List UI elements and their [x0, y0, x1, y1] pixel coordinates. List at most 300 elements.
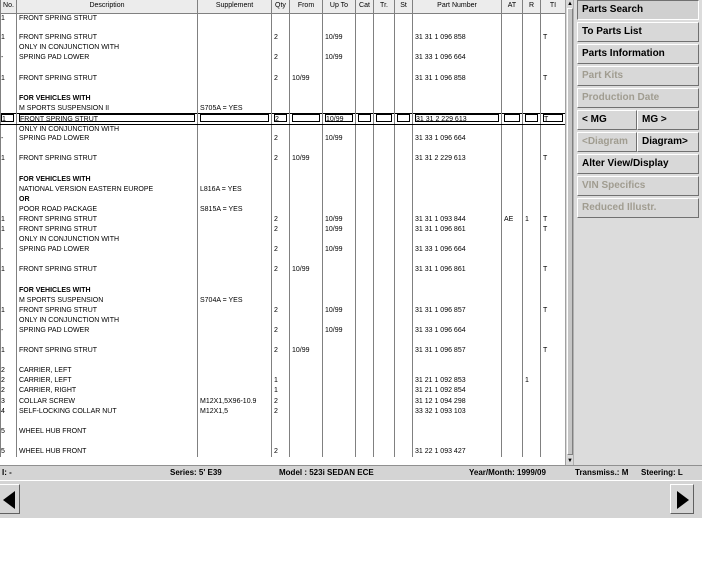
cell-ti: [541, 366, 566, 376]
table-row[interactable]: [1, 63, 566, 73]
parts-information-button[interactable]: Parts Information: [577, 44, 699, 64]
alter-view-display-button[interactable]: Alter View/Display: [577, 154, 699, 174]
cell-cat: [356, 407, 374, 417]
cell-qty: 2: [272, 154, 290, 164]
cell-at: [502, 447, 523, 457]
table-row[interactable]: [1, 164, 566, 174]
cell-part-number: 31 31 1 096 857: [413, 346, 502, 356]
cell-description: M SPORTS SUSPENSION II: [17, 104, 198, 114]
cell-tr: [374, 84, 395, 94]
cell-qty: [272, 195, 290, 205]
table-row[interactable]: [1, 124, 566, 134]
cell-r: [523, 245, 541, 255]
table-row[interactable]: [1, 33, 566, 43]
cell-upto: 10/99: [323, 225, 356, 235]
cell-ti: [541, 104, 566, 114]
cell-ti: T: [541, 265, 566, 275]
cell-st: [395, 215, 413, 225]
cell-at: [502, 114, 523, 124]
diagram-prev-button[interactable]: <Diagram: [577, 132, 637, 152]
cell-no: [1, 296, 17, 306]
cell-st: [395, 195, 413, 205]
cell-r: [523, 286, 541, 296]
cell-description: ONLY IN CONJUNCTION WITH: [17, 124, 198, 134]
cell-description: ONLY IN CONJUNCTION WITH: [17, 235, 198, 245]
cell-tr: [374, 63, 395, 73]
cell-description: CARRIER, RIGHT: [17, 386, 198, 396]
cell-no: [1, 114, 17, 124]
cell-from: [290, 407, 323, 417]
table-row[interactable]: [1, 104, 566, 114]
table-row[interactable]: [1, 185, 566, 195]
cell-no: 1: [1, 74, 17, 84]
cell-from: [290, 235, 323, 245]
cell-from: [290, 13, 323, 23]
cell-part-number: [413, 275, 502, 285]
selected-cell-box: 2: [274, 114, 287, 122]
cell-supplement: [198, 346, 272, 356]
cell-from: [290, 23, 323, 33]
cell-at: [502, 397, 523, 407]
cell-cat: [356, 286, 374, 296]
cell-ti: [541, 316, 566, 326]
cell-st: [395, 275, 413, 285]
cell-ti: [541, 397, 566, 407]
col-header-from[interactable]: From: [290, 0, 323, 13]
cell-st: [395, 437, 413, 447]
table-row[interactable]: [1, 427, 566, 437]
cell-tr: [374, 124, 395, 134]
cell-r: [523, 205, 541, 215]
cell-st: [395, 53, 413, 63]
cell-part-number: 31 31 2 229 613: [413, 154, 502, 164]
cell-part-number: 31 31 1 093 844: [413, 215, 502, 225]
cell-ti: [541, 23, 566, 33]
cell-at: [502, 225, 523, 235]
cell-qty: 2: [272, 215, 290, 225]
selected-cell-box: [292, 114, 320, 122]
parts-search-button[interactable]: Parts Search: [577, 0, 699, 20]
cell-at: [502, 104, 523, 114]
cell-supplement: M12X1,5X96-10.9: [198, 397, 272, 407]
cell-supplement: M12X1,5: [198, 407, 272, 417]
cell-supplement: S704A = YES: [198, 296, 272, 306]
cell-part-number: 31 31 1 096 858: [413, 33, 502, 43]
cell-supplement: [198, 175, 272, 185]
cell-from: [290, 316, 323, 326]
cell-upto: [323, 265, 356, 275]
col-header-upto[interactable]: Up To: [323, 0, 356, 13]
cell-cat: [356, 23, 374, 33]
cell-description: NATIONAL VERSION EASTERN EUROPE: [17, 185, 198, 195]
cell-no: -: [1, 326, 17, 336]
cell-at: [502, 336, 523, 346]
table-row[interactable]: [1, 94, 566, 104]
cell-supplement: [198, 235, 272, 245]
cell-supplement: [198, 417, 272, 427]
table-row[interactable]: [1, 23, 566, 33]
table-row[interactable]: [1, 397, 566, 407]
cell-upto: [323, 397, 356, 407]
cell-part-number: [413, 124, 502, 134]
cell-ti: [541, 427, 566, 437]
cell-r: [523, 154, 541, 164]
table-row[interactable]: [1, 356, 566, 366]
cell-part-number: [413, 43, 502, 53]
cell-ti: [541, 235, 566, 245]
cell-description: ONLY IN CONJUNCTION WITH: [17, 316, 198, 326]
cell-upto: 10/99: [323, 215, 356, 225]
mg-prev-button[interactable]: < MG: [577, 110, 637, 130]
cell-no: [1, 104, 17, 114]
navigation-bar: [0, 480, 702, 518]
table-row[interactable]: [1, 275, 566, 285]
cell-upto: [323, 74, 356, 84]
cell-cat: [356, 356, 374, 366]
cell-r: [523, 407, 541, 417]
table-row[interactable]: [1, 437, 566, 447]
cell-part-number: 31 31 1 096 861: [413, 225, 502, 235]
table-row[interactable]: [1, 134, 566, 144]
cell-upto: 10/99: [323, 245, 356, 255]
cell-cat: [356, 376, 374, 386]
cell-qty: [272, 296, 290, 306]
cell-from: [290, 43, 323, 53]
table-row[interactable]: [1, 265, 566, 275]
cell-upto: [323, 104, 356, 114]
cell-st: [395, 74, 413, 84]
col-header-ti[interactable]: TI: [541, 0, 566, 13]
cell-part-number: [413, 286, 502, 296]
col-header-qty[interactable]: Qty: [272, 0, 290, 13]
table-row[interactable]: [1, 114, 566, 124]
scroll-up-icon[interactable]: ▲: [567, 1, 573, 7]
cell-r: [523, 437, 541, 447]
cell-r: [523, 84, 541, 94]
cell-r: [523, 427, 541, 437]
cell-no: [1, 417, 17, 427]
cell-r: [523, 366, 541, 376]
cell-at: AE: [502, 215, 523, 225]
cell-upto: [323, 114, 356, 124]
cell-no: 5: [1, 427, 17, 437]
cell-ti: [541, 275, 566, 285]
cell-at: [502, 255, 523, 265]
cell-from: 10/99: [290, 154, 323, 164]
table-row[interactable]: [1, 346, 566, 356]
table-row[interactable]: [1, 13, 566, 23]
sidebar: [573, 0, 702, 465]
cell-cat: [356, 346, 374, 356]
cell-at: [502, 235, 523, 245]
table-row[interactable]: [1, 53, 566, 63]
col-header-no[interactable]: No.: [1, 0, 17, 13]
col-header-at[interactable]: AT: [502, 0, 523, 13]
cell-ti: [541, 185, 566, 195]
cell-ti: [541, 84, 566, 94]
cell-part-number: [413, 316, 502, 326]
next-page-button[interactable]: [670, 484, 694, 514]
cell-upto: [323, 154, 356, 164]
cell-at: [502, 13, 523, 23]
cell-from: [290, 94, 323, 104]
cell-upto: [323, 124, 356, 134]
cell-upto: [323, 175, 356, 185]
cell-st: [395, 326, 413, 336]
cell-r: [523, 356, 541, 366]
cell-st: [395, 427, 413, 437]
cell-at: [502, 346, 523, 356]
cell-ti: [541, 245, 566, 255]
cell-r: [523, 23, 541, 33]
cell-at: [502, 417, 523, 427]
cell-r: [523, 447, 541, 457]
cell-at: [502, 265, 523, 275]
cell-tr: [374, 275, 395, 285]
table-row[interactable]: [1, 255, 566, 265]
cell-no: 1: [1, 306, 17, 316]
cell-description: SPRING PAD LOWER: [17, 53, 198, 63]
cell-from: [290, 386, 323, 396]
cell-st: [395, 346, 413, 356]
cell-qty: 2: [272, 74, 290, 84]
cell-upto: [323, 235, 356, 245]
cell-qty: [272, 124, 290, 134]
cell-tr: [374, 205, 395, 215]
cell-tr: [374, 326, 395, 336]
cell-r: [523, 326, 541, 336]
cell-r: [523, 417, 541, 427]
cell-no: [1, 23, 17, 33]
cell-supplement: [198, 376, 272, 386]
cell-upto: [323, 13, 356, 23]
table-row[interactable]: [1, 296, 566, 306]
cell-no: [1, 84, 17, 94]
diagram-next-button[interactable]: Diagram>: [637, 132, 699, 152]
table-row[interactable]: [1, 376, 566, 386]
cell-no: [1, 94, 17, 104]
col-header-tr[interactable]: Tr.: [374, 0, 395, 13]
table-row[interactable]: [1, 386, 566, 396]
col-header-description[interactable]: Description: [17, 0, 198, 13]
cell-supplement: [198, 386, 272, 396]
table-row[interactable]: [1, 84, 566, 94]
col-header-r[interactable]: R: [523, 0, 541, 13]
cell-qty: 1: [272, 376, 290, 386]
cell-supplement: [198, 53, 272, 63]
cell-cat: [356, 275, 374, 285]
cell-from: [290, 366, 323, 376]
col-header-part-number[interactable]: Part Number: [413, 0, 502, 13]
prev-page-button[interactable]: [0, 484, 20, 514]
cell-at: [502, 43, 523, 53]
to-parts-list-button[interactable]: To Parts List: [577, 22, 699, 42]
cell-r: [523, 275, 541, 285]
cell-at: [502, 164, 523, 174]
cell-supplement: [198, 43, 272, 53]
table-row[interactable]: [1, 306, 566, 316]
vertical-scrollbar[interactable]: [565, 0, 573, 465]
cell-at: [502, 296, 523, 306]
vin-specifics-button[interactable]: VIN Specifics: [577, 176, 699, 196]
cell-cat: [356, 63, 374, 73]
cell-qty: 2: [272, 245, 290, 255]
cell-upto: [323, 84, 356, 94]
cell-qty: [272, 316, 290, 326]
cell-ti: [541, 195, 566, 205]
cell-part-number: [413, 185, 502, 195]
table-row[interactable]: [1, 336, 566, 346]
cell-r: [523, 124, 541, 134]
part-kits-button[interactable]: Part Kits: [577, 66, 699, 86]
cell-upto: [323, 286, 356, 296]
table-row[interactable]: [1, 316, 566, 326]
cell-r: [523, 74, 541, 84]
table-row[interactable]: [1, 154, 566, 164]
cell-no: 2: [1, 386, 17, 396]
cell-part-number: [413, 13, 502, 23]
cell-description: [17, 63, 198, 73]
cell-st: [395, 316, 413, 326]
table-row[interactable]: [1, 407, 566, 417]
table-row[interactable]: [1, 175, 566, 185]
cell-qty: [272, 255, 290, 265]
cell-part-number: [413, 84, 502, 94]
cell-cat: [356, 397, 374, 407]
cell-from: [290, 275, 323, 285]
cell-tr: [374, 134, 395, 144]
cell-at: [502, 63, 523, 73]
cell-at: [502, 134, 523, 144]
cell-cat: [356, 417, 374, 427]
cell-description: CARRIER, LEFT: [17, 366, 198, 376]
cell-tr: [374, 296, 395, 306]
table-row[interactable]: [1, 417, 566, 427]
cell-cat: [356, 43, 374, 53]
reduced-illustr-button[interactable]: Reduced Illustr.: [577, 198, 699, 218]
table-row[interactable]: [1, 235, 566, 245]
table-row[interactable]: [1, 74, 566, 84]
cell-from: [290, 306, 323, 316]
table-row[interactable]: [1, 245, 566, 255]
cell-st: [395, 255, 413, 265]
cell-description: ONLY IN CONJUNCTION WITH: [17, 43, 198, 53]
cell-tr: [374, 104, 395, 114]
cell-supplement: [198, 326, 272, 336]
cell-cat: [356, 265, 374, 275]
cell-ti: [541, 296, 566, 306]
cell-qty: 2: [272, 407, 290, 417]
cell-st: [395, 447, 413, 457]
cell-upto: 10/99: [323, 53, 356, 63]
table-row[interactable]: [1, 195, 566, 205]
cell-from: [290, 437, 323, 447]
scroll-down-icon[interactable]: ▼: [567, 458, 573, 464]
status-model: Model : 523i SEDAN ECE: [279, 468, 374, 477]
selected-cell-box: [397, 114, 410, 122]
table-row[interactable]: [1, 225, 566, 235]
cell-ti: [541, 255, 566, 265]
col-header-supplement[interactable]: Supplement: [198, 0, 272, 13]
cell-qty: 2: [272, 326, 290, 336]
table-row[interactable]: [1, 366, 566, 376]
cell-supplement: [198, 154, 272, 164]
status-year-month: Year/Month: 1999/09: [469, 468, 546, 477]
cell-cat: [356, 175, 374, 185]
cell-ti: [541, 134, 566, 144]
cell-no: 1: [1, 215, 17, 225]
status-left: I: -: [2, 468, 12, 477]
cell-no: [1, 286, 17, 296]
cell-from: [290, 33, 323, 43]
table-row[interactable]: [1, 144, 566, 154]
cell-tr: [374, 215, 395, 225]
cell-supplement: [198, 195, 272, 205]
cell-at: [502, 74, 523, 84]
cell-upto: [323, 316, 356, 326]
cell-supplement: [198, 356, 272, 366]
cell-qty: 2: [272, 53, 290, 63]
selected-cell-box: [525, 114, 538, 122]
table-row[interactable]: [1, 326, 566, 336]
cell-supplement: [198, 33, 272, 43]
cell-r: [523, 164, 541, 174]
selected-cell-box: T: [543, 114, 563, 122]
cell-st: [395, 33, 413, 43]
table-row[interactable]: [1, 43, 566, 53]
cell-from: [290, 114, 323, 124]
cell-no: [1, 275, 17, 285]
cell-description: [17, 144, 198, 154]
cell-supplement: [198, 164, 272, 174]
cell-st: [395, 84, 413, 94]
cell-qty: 2: [272, 346, 290, 356]
cell-at: [502, 275, 523, 285]
cell-description: CARRIER, LEFT: [17, 376, 198, 386]
cell-supplement: [198, 63, 272, 73]
production-date-button[interactable]: Production Date: [577, 88, 699, 108]
cell-ti: T: [541, 154, 566, 164]
table-row[interactable]: [1, 215, 566, 225]
right-triangle-icon: [677, 491, 689, 509]
cell-ti: T: [541, 346, 566, 356]
cell-description: [17, 275, 198, 285]
table-row[interactable]: [1, 447, 566, 457]
status-steering: Steering: L: [641, 468, 683, 477]
cell-qty: [272, 205, 290, 215]
cell-st: [395, 134, 413, 144]
cell-no: 1: [1, 225, 17, 235]
cell-part-number: [413, 356, 502, 366]
mg-next-button[interactable]: MG >: [637, 110, 699, 130]
cell-ti: T: [541, 33, 566, 43]
col-header-cat[interactable]: Cat: [356, 0, 374, 13]
table-row[interactable]: [1, 286, 566, 296]
cell-st: [395, 417, 413, 427]
cell-supplement: [198, 134, 272, 144]
cell-cat: [356, 306, 374, 316]
cell-part-number: [413, 63, 502, 73]
cell-r: [523, 185, 541, 195]
cell-upto: [323, 366, 356, 376]
cell-qty: [272, 286, 290, 296]
col-header-st[interactable]: St: [395, 0, 413, 13]
cell-part-number: [413, 417, 502, 427]
table-row[interactable]: [1, 205, 566, 215]
cell-cat: [356, 185, 374, 195]
cell-upto: [323, 43, 356, 53]
cell-no: [1, 164, 17, 174]
